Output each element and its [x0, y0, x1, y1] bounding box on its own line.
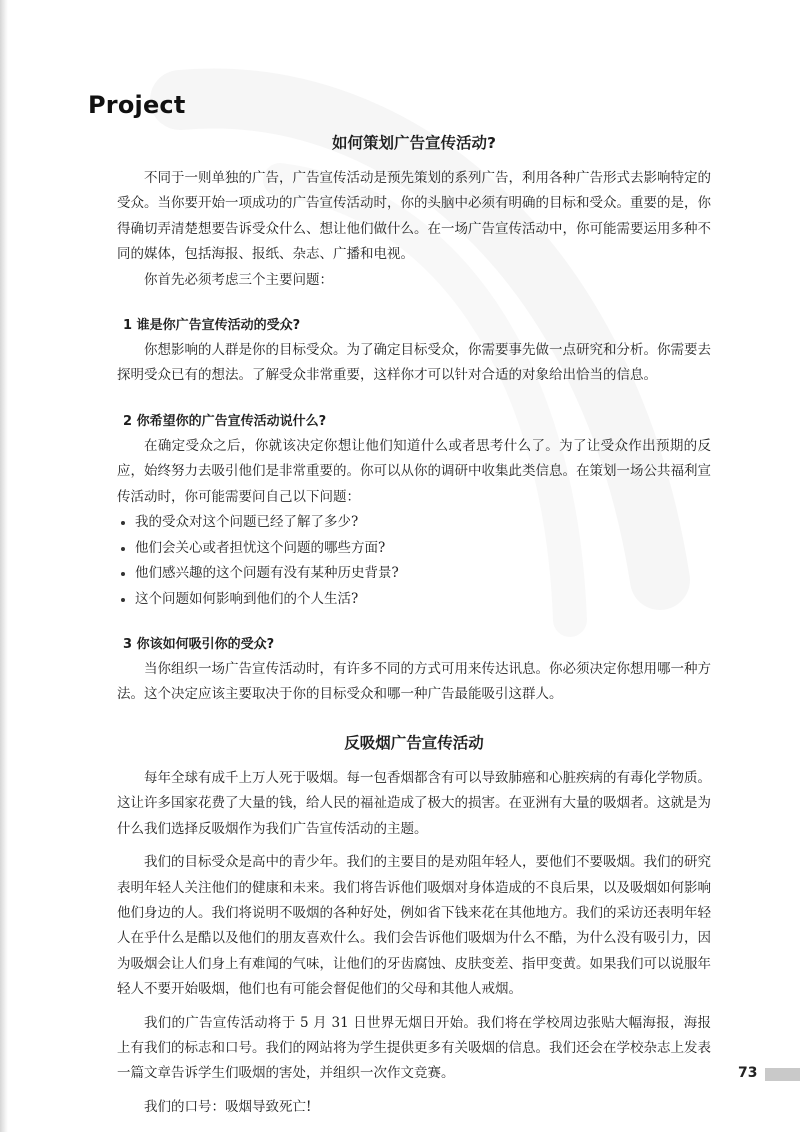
- question-2-text: 在确定受众之后，你就该决定你想让他们知道什么或者思考什么了。为了让受众作出预期的反应，始终努力去吸引他们是非常重要的。你可以从你的调研中收集此类信息。在策划一场公共福利宣传活动时，你可能需要问自己以下问题：: [117, 437, 711, 505]
- anti-smoking-paragraph-1: 每年全球有成千上万人死于吸烟。每一包香烟都含有可以导致肺癌和心脏疾病的有毒化学物质。这让许多国家花费了大量的钱，给人民的福祉造成了极大的损害。在亚洲有大量的吸烟者。这就是为什么我们选择反吸烟作为我们广告宣传活动的主题。: [117, 769, 711, 837]
- slogan-paragraph: 我们的口号：吸烟导致死亡!: [144, 1098, 312, 1115]
- question-3-text: 当你组织一场广告宣传活动时，有许多不同的方式可用来传达讯息。你必须决定你想用哪一种方法。这个决定应该主要取决于你的目标受众和哪一种广告最能吸引这群人。: [117, 661, 711, 703]
- anti-smoking-paragraph-2: 我们的目标受众是高中的青少年。我们的主要目的是劝阻年轻人，要他们不要吸烟。我们的研究表明年轻人关注他们的健康和未来。我们将告诉他们吸烟对身体造成的不良后果，以及吸烟如何影响他们身边的人。我们将说明不吸烟的各种好处，例如省下钱来花在其他地方。我们的采访还表明年轻人在乎什么是酷以及他们的朋友喜欢什么。我们会告诉他们吸烟为什么不酷，为什么没有吸引力，因为吸烟会让人们身上有难闻的气味，让他们的牙齿腐蚀、皮肤变差、指甲变黄。如果我们可以说服年轻人不要开始吸烟，他们也有可能会督促他们的父母和其他人戒烟。: [117, 854, 711, 998]
- question-2-heading: 2 你希望你的广告宣传活动说什么?: [123, 413, 327, 429]
- question-3-heading: 3 你该如何吸引你的受众?: [123, 637, 275, 653]
- intro-paragraph: 不同于一则单独的广告，广告宣传活动是预先策划的系列广告，利用各种广告形式去影响特定的受众。当你要开始一项成功的广告宣传活动时，你的头脑中必须有明确的目标和受众。重要的是，你得确切弄清楚想要告诉受众什么、想让他们做什么。在一场广告宣传活动中，你可能需要运用多种不同的媒体，包括海报、报纸、杂志、广播和电视。: [117, 170, 711, 263]
- section-title-planning: 如何策划广告宣传活动?: [332, 134, 496, 152]
- page-number-bar: [765, 1068, 800, 1081]
- question-list: [117, 510, 711, 612]
- project-label: Project: [88, 91, 186, 119]
- section-title-anti-smoking: 反吸烟广告宣传活动: [344, 733, 484, 752]
- anti-smoking-paragraph-3: 我们的广告宣传活动将于 5 月 31 日世界无烟日开始。我们将在学校周边张贴大幅海报，海报上有我们的标志和口号。我们的网站将为学生提供更多有关吸烟的信息。我们还会在学校杂志上发表一篇文章告诉学生们吸烟的害处，并组织一次作文竞赛。: [117, 1014, 711, 1082]
- main-content: [117, 128, 711, 1120]
- question-1-heading: 1 谁是你广告宣传活动的受众?: [123, 318, 301, 334]
- list-item: 他们感兴趣的这个问题有没有某种历史背景?: [121, 561, 711, 587]
- page-number: 73: [738, 1065, 758, 1081]
- list-item: 我的受众对这个问题已经了解了多少?: [121, 510, 711, 536]
- list-item: 他们会关心或者担忧这个问题的哪些方面?: [121, 536, 711, 562]
- lead-paragraph: 你首先必须考虑三个主要问题：: [144, 271, 333, 288]
- page-edge-shadow: [0, 0, 8, 1132]
- question-1-text: 你想影响的人群是你的目标受众。为了确定目标受众，你需要事先做一点研究和分析。你需要去探明受众已有的想法。了解受众非常重要，这样你才可以针对合适的对象给出恰当的信息。: [117, 342, 711, 384]
- list-item: 这个问题如何影响到他们的个人生活?: [121, 587, 711, 613]
